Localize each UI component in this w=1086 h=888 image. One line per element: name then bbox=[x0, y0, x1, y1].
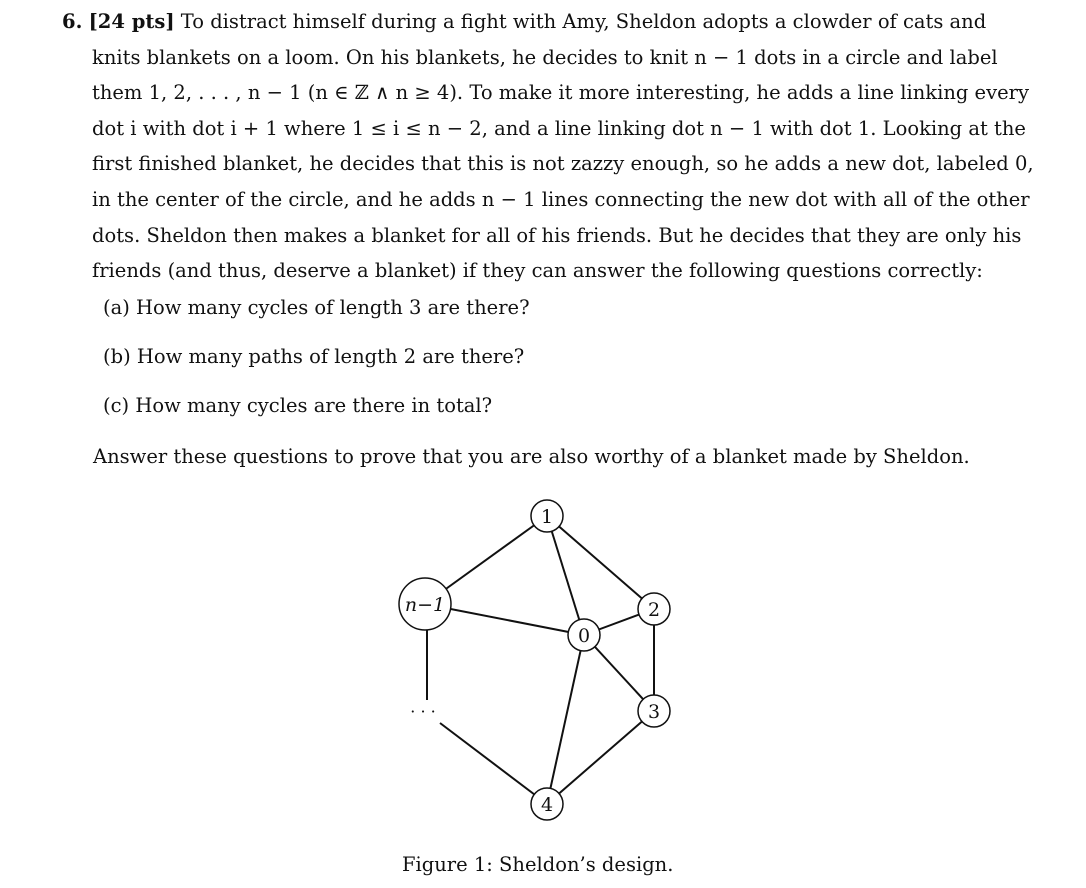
edge-0-1 bbox=[547, 516, 584, 635]
question-text: How many cycles are there in total? bbox=[135, 394, 493, 417]
node-n-minus-1 bbox=[399, 578, 451, 630]
problem-text-line: knits blankets on a loom. On his blankets, he decides to knit n − 1 dots in a circle and label bbox=[92, 45, 998, 69]
question-text: How many paths of length 2 are there? bbox=[136, 345, 525, 368]
question-label: (c) bbox=[103, 394, 130, 417]
node-0 bbox=[568, 619, 600, 651]
problem-number: 6. bbox=[62, 10, 83, 33]
problem-text-line: friends (and thus, deserve a blanket) if they can answer the following questions correctly: bbox=[92, 259, 983, 283]
graph-edges bbox=[425, 516, 654, 804]
problem-text-line: dots. Sheldon then makes a blanket for all of his friends. But he decides that they are only his bbox=[92, 223, 1022, 247]
ellipsis: · · · bbox=[410, 702, 436, 721]
problem-points: [24 pts] bbox=[88, 10, 175, 33]
question-c bbox=[103, 394, 492, 417]
node-4 bbox=[531, 788, 563, 820]
problem-text-line: To distract himself during a fight with Amy, Sheldon adopts a clowder of cats and bbox=[180, 10, 987, 33]
question-b bbox=[103, 345, 524, 368]
node-label: n−1 bbox=[404, 594, 446, 616]
problem-line-1 bbox=[62, 4, 1002, 40]
problem-text-line: them 1, 2, . . . , n − 1 (n ∈ ℤ ∧ n ≥ 4). To make it more interesting, he adds a line linking every bbox=[92, 81, 1029, 105]
edge-0-4 bbox=[547, 635, 584, 804]
node-2 bbox=[638, 593, 670, 625]
problem-text-line: dot i with dot i + 1 where 1 ≤ i ≤ n − 2, and a line linking dot n − 1 with dot 1. Looking at the bbox=[92, 116, 1026, 140]
node-label: 4 bbox=[540, 794, 554, 816]
node-1 bbox=[531, 500, 563, 532]
edge-3-4 bbox=[547, 711, 654, 804]
wheel-graph bbox=[380, 495, 710, 835]
closing-sentence: Answer these questions to prove that you are also worthy of a blanket made by Sheldon. bbox=[93, 445, 970, 468]
edge-ellipsis-4 bbox=[440, 723, 547, 804]
question-label: (b) bbox=[103, 345, 131, 368]
problem-text-line: first finished blanket, he decides that this is not zazzy enough, so he adds a new dot, labeled 0, bbox=[92, 152, 1034, 176]
node-label: 1 bbox=[540, 506, 554, 528]
edge-1-2 bbox=[547, 516, 654, 609]
node-label: 2 bbox=[647, 599, 661, 621]
question-label: (a) bbox=[103, 296, 130, 319]
node-3 bbox=[638, 695, 670, 727]
graph-figure bbox=[380, 495, 710, 835]
figure-caption: Figure 1: Sheldon’s design. bbox=[402, 853, 674, 876]
question-a bbox=[103, 296, 530, 319]
node-label: 3 bbox=[647, 701, 661, 723]
problem-text-line: in the center of the circle, and he adds n − 1 lines connecting the new dot with all of the other bbox=[92, 187, 1030, 211]
node-label: 0 bbox=[577, 625, 591, 647]
problem-statement bbox=[62, 4, 1034, 289]
question-text: How many cycles of length 3 are there? bbox=[136, 296, 530, 319]
